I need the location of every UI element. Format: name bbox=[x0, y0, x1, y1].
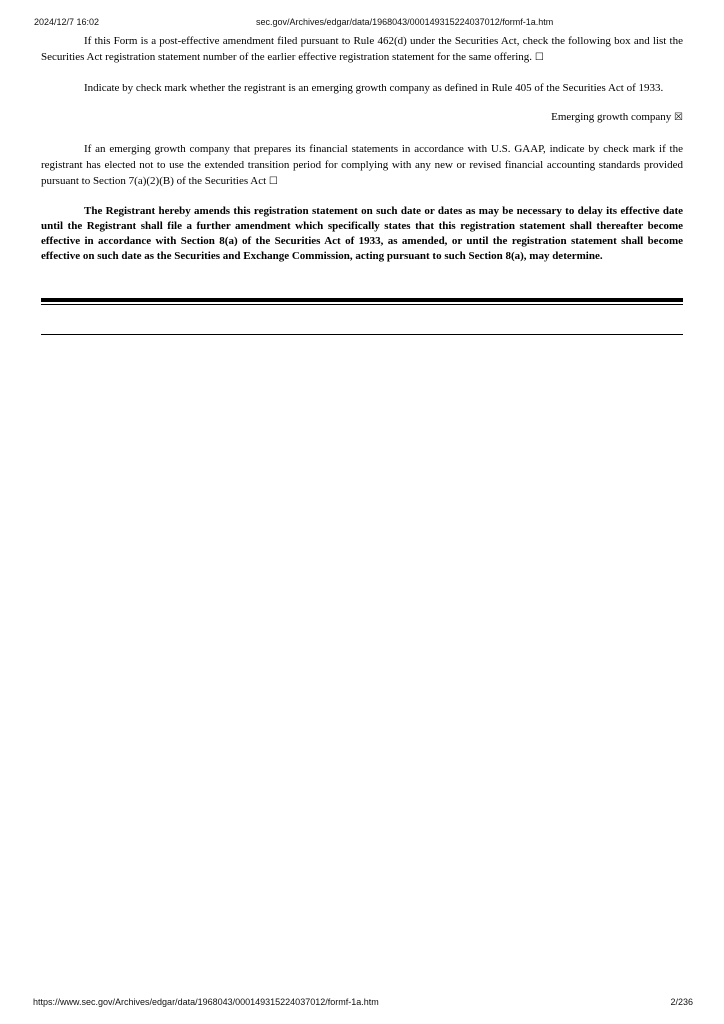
gaap-checkbox[interactable]: ☐ bbox=[268, 176, 278, 187]
section-divider bbox=[41, 334, 683, 335]
delaying-amendment-paragraph: The Registrant hereby amends this registration statement on such date or dates as may be necessary to delay its effective date until the Registrant shall file a further amendment which specifically states that this registration statement shall thereafter become effective in accordance with Section 8(a) of the Securities Act of 1933, as amended, or until the registration statement shall become effective on such date as the Securities and Exchange Commission, acting pursuant to such Section 8(a), may determine. bbox=[41, 205, 683, 262]
print-header-url: sec.gov/Archives/edgar/data/1968043/000149315224037012/formf-1a.htm bbox=[256, 17, 554, 27]
print-footer bbox=[0, 997, 724, 1009]
document-body bbox=[41, 33, 683, 264]
egc-checkbox[interactable]: ☒ bbox=[674, 112, 683, 123]
print-datetime: 2024/12/7 16:02 bbox=[34, 17, 100, 27]
rule-462d-paragraph bbox=[41, 33, 683, 66]
gaap-paragraph bbox=[41, 141, 683, 190]
print-header bbox=[0, 17, 724, 29]
double-divider bbox=[41, 298, 683, 306]
egc-line bbox=[41, 109, 683, 126]
egc-label: Emerging growth company bbox=[551, 111, 672, 123]
rule-462d-text: If this Form is a post-effective amendment filed pursuant to Rule 462(d) under the Securities Act, check the following box and list the Securities Act registration statement number of the earlier effective registration statement for the same offering. bbox=[41, 35, 683, 63]
divider-thin-line bbox=[41, 304, 683, 305]
page-number: 2/236 bbox=[670, 997, 693, 1007]
divider-thick-line bbox=[41, 298, 683, 302]
gaap-text: If an emerging growth company that prepares its financial statements in accordance with U.S. GAAP, indicate by check mark if the registrant has elected not to use the extended transition period for complying with any new or revised financial accounting standards provided pursuant to Section 7(a)(2)(B) of the Securities Act bbox=[41, 143, 683, 187]
print-footer-url: https://www.sec.gov/Archives/edgar/data/1968043/000149315224037012/formf-1a.htm bbox=[33, 997, 379, 1007]
rule-462d-checkbox[interactable]: ☐ bbox=[534, 52, 544, 63]
egc-question-paragraph: Indicate by check mark whether the registrant is an emerging growth company as defined in Rule 405 of the Securities Act of 1933. bbox=[84, 82, 664, 94]
